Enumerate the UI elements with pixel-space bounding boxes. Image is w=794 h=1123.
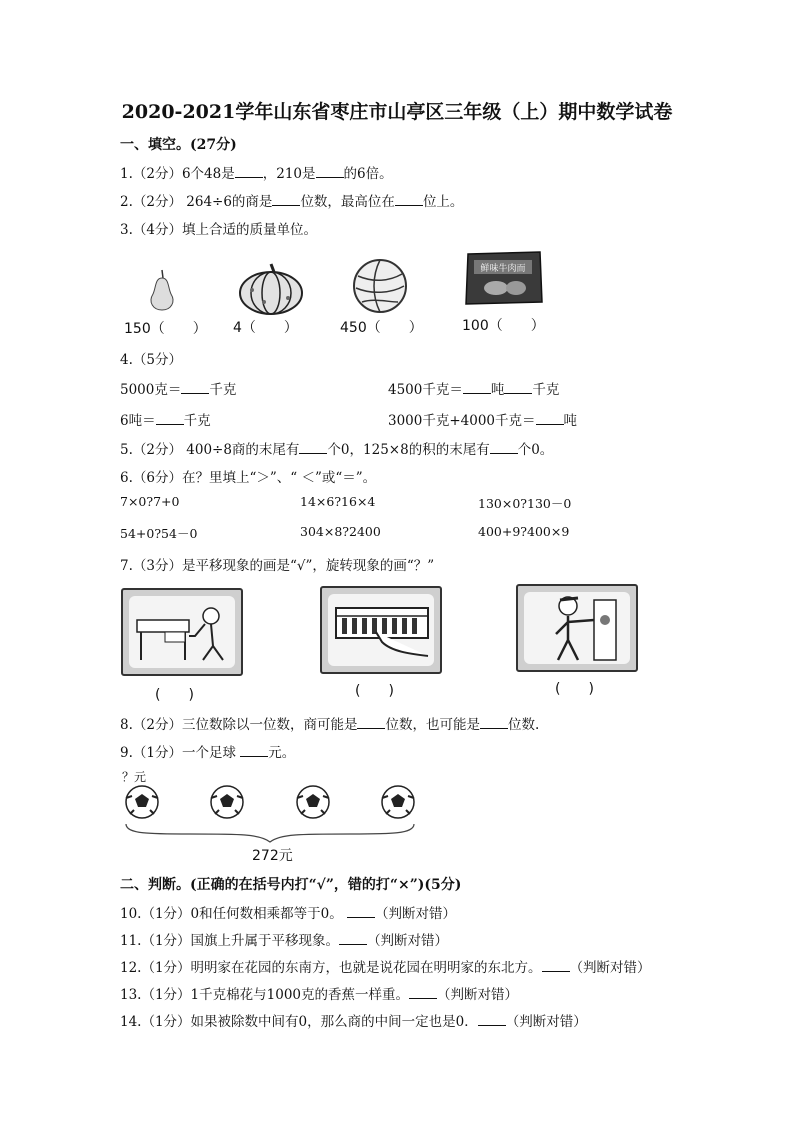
q6-compare-6: 400+9?400×9 [478,524,570,539]
question-11-prefix: 11.（1分）国旗上升属于平移现象。 [120,933,340,949]
question-8-mid: 位数，也可能是 [385,717,480,733]
soccer-ball-icon [126,786,158,818]
soccer-balls-figure [120,782,420,852]
answer-blank[interactable] [480,716,508,729]
answer-blank[interactable] [299,441,327,454]
section-1-heading: 一、填空。(27分) [120,137,237,153]
answer-blank[interactable] [478,1013,506,1026]
q6-compare-4: 54+0?54－0 [120,526,198,541]
question-13-suffix: （判断对错） [437,987,519,1003]
question-8-suffix: 位数. [507,717,540,733]
q4-item-a [120,378,236,398]
question-8-prefix: 8.（2分）三位数除以一位数，商可能是 [120,717,358,733]
question-13 [120,983,518,1003]
answer-blank[interactable] [542,959,570,972]
answer-blank[interactable] [316,165,344,178]
question-2-suffix: 位上。 [422,194,464,210]
answer-blank[interactable] [347,905,375,918]
answer-blank[interactable] [357,716,385,729]
question-9 [120,741,295,761]
q4-d-suffix: 吨 [563,413,578,429]
pumpkin-icon [238,260,304,316]
q4-b-mid: 吨 [490,382,505,398]
question-5-prefix: 5.（2分） 400÷8商的末尾有 [120,442,300,458]
q3-label-volleyball: 450（ ） [340,320,423,336]
question-12-prefix: 12.（1分）明明家在花园的东南方，也就是说花园在明明家的东北方。 [120,960,542,976]
question-2-prefix: 2.（2分） 264÷6的商是 [120,194,273,210]
q4-item-b [388,378,559,398]
q6-compare-1: 7×0?7+0 [120,494,180,509]
turning-knob-picture [516,584,638,672]
question-14-prefix: 14.（1分）如果被除数中间有0，那么商的中间一定也是0． [120,1014,478,1030]
question-13-prefix: 13.（1分）1千克棉花与1000克的香蕉一样重。 [120,987,410,1003]
q4-c-prefix: 6吨＝ [120,413,156,429]
question-1 [120,162,393,182]
answer-blank[interactable] [240,744,268,757]
q4-item-d [388,409,577,429]
answer-blank[interactable] [339,932,367,945]
question-6: 6.（6分）在？里填上“＞”、“ ＜”或“＝”。 [120,470,377,486]
section-2-heading: 二、判断。(正确的在括号内打“√”，错的打“×”)(5分) [120,877,462,893]
question-5 [120,438,553,458]
q7-answer-3[interactable]: ( ) [555,681,594,697]
q6-compare-2: 14×6?16×4 [300,494,376,509]
question-1-prefix: 1.（2分）6个48是 [120,166,235,182]
question-4: 4.（5分） [120,352,182,368]
package-label: 鲜味牛肉而 [480,264,526,274]
abacus-picture [320,586,442,674]
q4-d-prefix: 3000千克+4000千克＝ [388,413,536,429]
answer-blank[interactable] [490,441,518,454]
page-title: 2020-2021学年山东省枣庄市山亭区三年级（上）期中数学试卷 [121,101,673,123]
q7-answer-1[interactable]: ( ) [155,687,194,703]
question-14 [120,1010,587,1030]
answer-blank[interactable] [504,381,532,394]
question-12-suffix: （判断对错） [569,960,651,976]
question-9-suffix: 元。 [268,745,296,761]
answer-blank[interactable] [272,193,300,206]
soccer-ball-icon [211,786,243,818]
answer-blank[interactable] [536,412,564,425]
q3-label-beef: 100（ ） [462,318,545,334]
beef-package-icon [464,250,544,306]
q9-total-label: 272元 [252,848,293,864]
q4-a-suffix: 千克 [209,382,237,398]
volleyball-icon [352,258,408,314]
answer-blank[interactable] [156,412,184,425]
question-11 [120,929,448,949]
soccer-ball-icon [382,786,414,818]
question-11-suffix: （判断对错） [367,933,449,949]
question-7: 7.（3分）是平移现象的画是“√”，旋转现象的画“？” [120,558,435,574]
pear-icon [145,268,179,312]
question-14-suffix: （判断对错） [505,1014,587,1030]
total-brace [126,824,414,842]
question-10-prefix: 10.（1分）0和任何数相乘都等于0。 [120,906,348,922]
soccer-ball-icon [297,786,329,818]
question-12 [120,956,651,976]
q4-item-c [120,409,211,429]
pushing-desk-picture [121,588,243,676]
q6-compare-3: 130×0?130－0 [478,496,572,511]
q4-c-suffix: 千克 [183,413,211,429]
question-8 [120,713,539,733]
question-10-suffix: （判断对错） [375,906,457,922]
q6-compare-5: 304×8?2400 [300,524,381,539]
answer-blank[interactable] [181,381,209,394]
question-3: 3.（4分）填上合适的质量单位。 [120,222,317,238]
q3-label-pumpkin: 4（ ） [233,320,298,336]
question-1-suffix: 的6倍。 [343,166,393,182]
answer-blank[interactable] [235,165,263,178]
answer-blank[interactable] [463,381,491,394]
question-5-mid: 个0，125×8的积的末尾有 [327,442,490,458]
question-10 [120,902,456,922]
question-5-suffix: 个0。 [517,442,554,458]
q4-b-suffix: 千克 [532,382,560,398]
q4-a-prefix: 5000克＝ [120,382,182,398]
q3-label-pear: 150（ ） [124,321,207,337]
q7-answer-2[interactable]: ( ) [355,683,394,699]
question-2 [120,190,463,210]
question-9-prefix: 9.（1分）一个足球 [120,745,241,761]
answer-blank[interactable] [409,986,437,999]
question-2-mid: 位数，最高位在 [300,194,395,210]
q9-price-label: ？元 [122,770,147,784]
q4-b-prefix: 4500千克＝ [388,382,463,398]
answer-blank[interactable] [395,193,423,206]
question-1-mid: ，210是 [262,166,316,182]
